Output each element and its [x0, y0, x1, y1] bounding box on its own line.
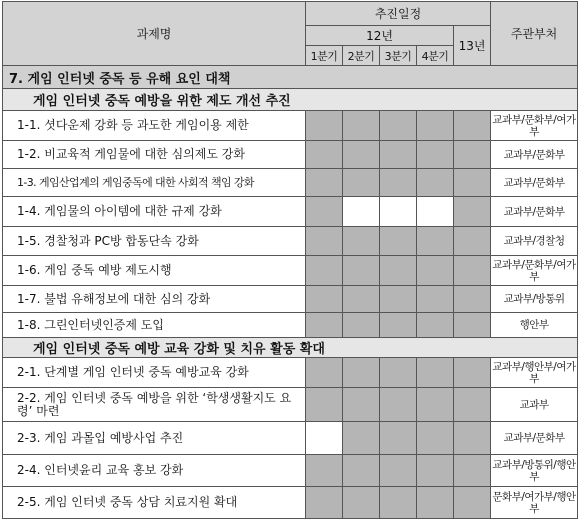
- task-name: 1-7. 불법 유해정보에 대한 심의 강화: [3, 286, 306, 313]
- schedule-cell: [454, 141, 491, 169]
- schedule-cell: [380, 256, 417, 286]
- dept-cell: 교과부/행안부/여가부: [491, 358, 578, 388]
- group-title: 게임 인터넷 중독 예방을 위한 제도 개선 추진: [3, 89, 578, 111]
- schedule-cell: [343, 197, 380, 227]
- table-row: [3, 487, 578, 519]
- dept-cell: 교과부/문화부/여가부: [491, 111, 578, 141]
- schedule-cell: [343, 286, 380, 313]
- schedule-cell: [306, 455, 343, 487]
- table-row: [3, 422, 578, 455]
- task-name: 2-3. 게임 과몰입 예방사업 추진: [3, 422, 306, 455]
- schedule-cell: [380, 141, 417, 169]
- schedule-cell: [306, 388, 343, 422]
- schedule-cell: [343, 487, 380, 519]
- schedule-cell: [380, 111, 417, 141]
- schedule-cell: [454, 169, 491, 197]
- schedule-cell: [306, 286, 343, 313]
- schedule-cell: [417, 169, 454, 197]
- schedule-cell: [417, 197, 454, 227]
- schedule-cell: [417, 227, 454, 256]
- task-column-header: 과제명: [3, 2, 306, 66]
- schedule-cell: [417, 455, 454, 487]
- schedule-cell: [343, 358, 380, 388]
- table-row: [3, 169, 578, 197]
- table-row: [3, 358, 578, 388]
- task-name: 1-8. 그린인터넷인증제 도입: [3, 313, 306, 338]
- schedule-cell: [343, 256, 380, 286]
- dept-cell: 교과부/방통위/행안부: [491, 455, 578, 487]
- schedule-cell: [380, 455, 417, 487]
- schedule-cell: [380, 313, 417, 338]
- year-13-header: 13년: [454, 26, 491, 66]
- year-12-header: 12년: [306, 26, 454, 46]
- schedule-cell: [343, 141, 380, 169]
- task-name: 1-3. 게임산업계의 게임중독에 대한 사회적 책임 강화: [3, 169, 306, 197]
- schedule-cell: [454, 286, 491, 313]
- schedule-cell: [343, 169, 380, 197]
- table-row: [3, 313, 578, 338]
- schedule-cell: [343, 422, 380, 455]
- schedule-cell: [417, 358, 454, 388]
- dept-cell: 교과부/문화부: [491, 169, 578, 197]
- schedule-cell: [306, 313, 343, 338]
- dept-cell: 문화부/여가부/행안부: [491, 487, 578, 519]
- group-title: 게임 인터넷 중독 예방 교육 강화 및 치유 활동 확대: [3, 338, 578, 358]
- schedule-cell: [306, 197, 343, 227]
- schedule-cell: [454, 256, 491, 286]
- schedule-cell: [454, 197, 491, 227]
- dept-cell: 교과부/경찰청: [491, 227, 578, 256]
- schedule-cell: [380, 487, 417, 519]
- dept-cell: 교과부/방통위: [491, 286, 578, 313]
- schedule-cell: [417, 388, 454, 422]
- task-name: 2-1. 단계별 게임 인터넷 중독 예방교육 강화: [3, 358, 306, 388]
- schedule-cell: [454, 487, 491, 519]
- table-row: [3, 227, 578, 256]
- table-row: [3, 286, 578, 313]
- schedule-cell: [417, 111, 454, 141]
- schedule-cell: [454, 227, 491, 256]
- dept-cell: 교과부/문화부: [491, 197, 578, 227]
- schedule-cell: [306, 422, 343, 455]
- task-name: 1-1. 셧다운제 강화 등 과도한 게임이용 제한: [3, 111, 306, 141]
- schedule-cell: [380, 227, 417, 256]
- task-name: 1-6. 게임 중독 예방 제도시행: [3, 256, 306, 286]
- task-name: 2-5. 게임 인터넷 중독 상담 치료지원 확대: [3, 487, 306, 519]
- schedule-cell: [417, 422, 454, 455]
- dept-cell: 교과부/문화부/여가부: [491, 256, 578, 286]
- task-name: 2-4. 인터넷윤리 교육 홍보 강화: [3, 455, 306, 487]
- schedule-cell: [380, 169, 417, 197]
- schedule-cell: [306, 487, 343, 519]
- task-name: 1-4. 게임물의 아이템에 대한 규제 강화: [3, 197, 306, 227]
- quarter-1-header: 1분기: [306, 46, 343, 66]
- schedule-cell: [417, 286, 454, 313]
- schedule-cell: [306, 358, 343, 388]
- schedule-cell: [454, 455, 491, 487]
- schedule-cell: [454, 313, 491, 338]
- table-body: [3, 66, 578, 519]
- schedule-cell: [306, 141, 343, 169]
- schedule-cell: [417, 487, 454, 519]
- schedule-cell: [454, 358, 491, 388]
- dept-cell: 행안부: [491, 313, 578, 338]
- dept-column-header: 주관부처: [491, 2, 578, 66]
- table-row: [3, 388, 578, 422]
- schedule-cell: [306, 256, 343, 286]
- task-name: 1-5. 경찰청과 PC방 합동단속 강화: [3, 227, 306, 256]
- schedule-cell: [417, 141, 454, 169]
- schedule-cell: [306, 169, 343, 197]
- task-name: 2-2. 게임 인터넷 중독 예방을 위한 ‘학생생활지도 요령’ 마련: [3, 388, 306, 422]
- table-row: [3, 256, 578, 286]
- schedule-cell: [343, 111, 380, 141]
- quarter-3-header: 3분기: [380, 46, 417, 66]
- schedule-cell: [380, 197, 417, 227]
- schedule-cell: [380, 388, 417, 422]
- table-row: [3, 111, 578, 141]
- table-row: [3, 197, 578, 227]
- dept-cell: 교과부: [491, 388, 578, 422]
- schedule-cell: [380, 286, 417, 313]
- section-title: 7. 게임 인터넷 중독 등 유해 요인 대책: [3, 66, 578, 89]
- schedule-cell: [306, 111, 343, 141]
- schedule-cell: [343, 313, 380, 338]
- table-row: [3, 141, 578, 169]
- schedule-cell: [343, 388, 380, 422]
- dept-cell: 교과부/문화부: [491, 141, 578, 169]
- schedule-cell: [343, 227, 380, 256]
- schedule-cell: [454, 111, 491, 141]
- task-name: 1-2. 비교육적 게임물에 대한 심의제도 강화: [3, 141, 306, 169]
- schedule-cell: [417, 256, 454, 286]
- schedule-cell: [454, 422, 491, 455]
- schedule-cell: [306, 227, 343, 256]
- schedule-cell: [343, 455, 380, 487]
- schedule-cell: [454, 388, 491, 422]
- table-row: [3, 455, 578, 487]
- schedule-cell: [380, 358, 417, 388]
- quarter-2-header: 2분기: [343, 46, 380, 66]
- schedule-header: 추진일정: [306, 2, 491, 26]
- schedule-table: [2, 1, 578, 519]
- quarter-4-header: 4분기: [417, 46, 454, 66]
- schedule-cell: [380, 422, 417, 455]
- dept-cell: 교과부/문화부: [491, 422, 578, 455]
- schedule-cell: [417, 313, 454, 338]
